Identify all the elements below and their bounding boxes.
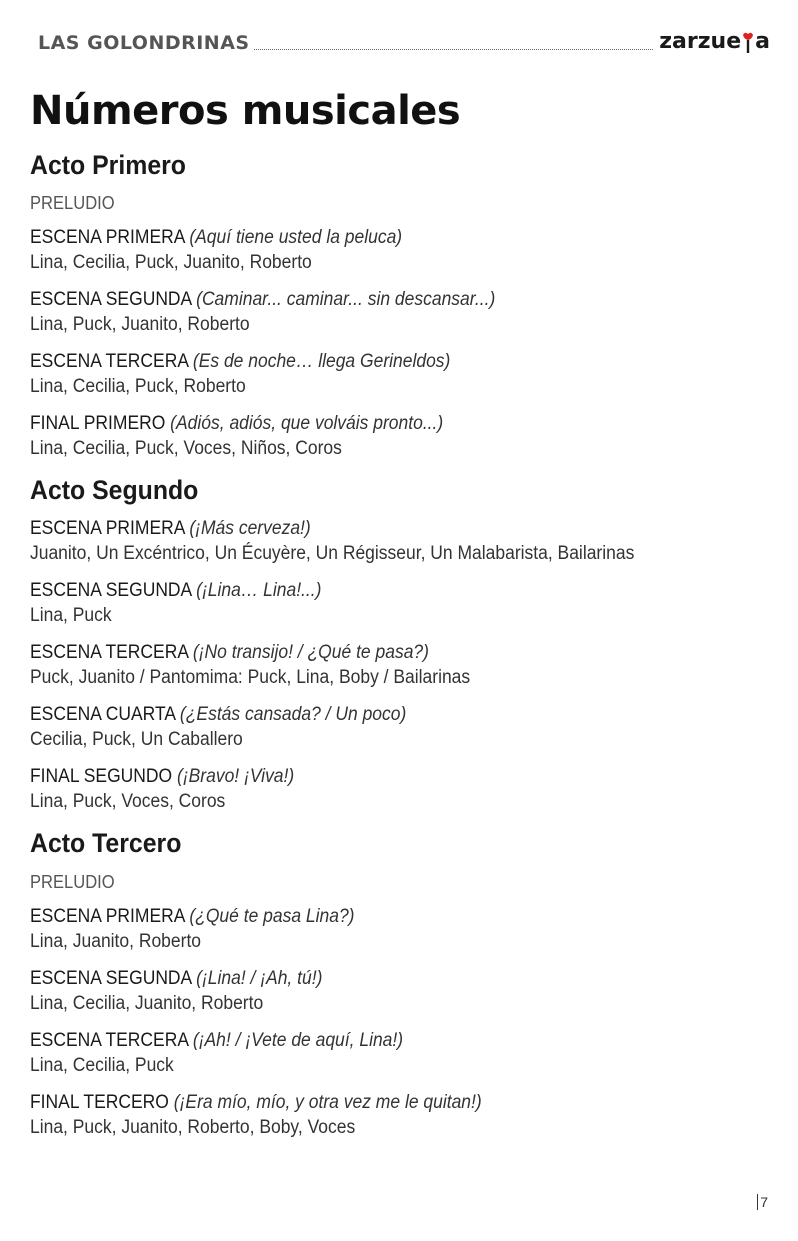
scene-heading <box>30 702 763 727</box>
scene-heading <box>30 578 763 603</box>
scene-quote: (Caminar... caminar... sin descansar...) <box>196 289 496 311</box>
logo-text-right: a <box>755 29 770 54</box>
scene-quote: (¡No transijo! / ¿Qué te pasa?) <box>192 642 429 664</box>
prelude-label: PRELUDIO <box>30 871 115 892</box>
scene-heading <box>30 225 763 250</box>
scene-quote: (Es de noche… llega Gerineldos) <box>192 351 451 373</box>
scene-heading <box>30 287 763 312</box>
scene-cast: Lina, Cecilia, Puck, Juanito, Roberto <box>30 252 312 274</box>
scene-heading <box>30 411 763 436</box>
scene-quote: (Adiós, adiós, que volváis pronto...) <box>170 413 444 435</box>
scene-cast: Lina, Juanito, Roberto <box>30 930 202 952</box>
scene-entry <box>30 516 763 566</box>
scene-quote: (¿Qué te pasa Lina?) <box>189 905 355 927</box>
prelude-label: PRELUDIO <box>30 193 115 214</box>
scene-entry <box>30 1028 763 1078</box>
scene-entry <box>30 904 763 954</box>
scene-name: ESCENA PRIMERA <box>30 518 185 540</box>
scene-entry <box>30 287 763 337</box>
scene-heading <box>30 764 763 789</box>
act-section <box>30 826 768 1139</box>
logo-text-left: zarzue <box>659 29 742 54</box>
scene-name: FINAL SEGUNDO <box>30 766 173 788</box>
scene-quote: (¡Bravo! ¡Viva!) <box>176 766 295 788</box>
act-title: Acto Primero <box>30 150 186 180</box>
scene-quote: (¡Ah! / ¡Vete de aquí, Lina!) <box>192 1029 404 1051</box>
act-title: Acto Tercero <box>30 828 182 859</box>
scene-cast: Lina, Puck, Juanito, Roberto <box>30 314 250 336</box>
scene-quote: (¿Estás cansada? / Un poco) <box>179 704 407 726</box>
act-section <box>30 473 768 814</box>
scene-heading <box>30 1090 763 1115</box>
scene-name: ESCENA SEGUNDA <box>30 967 192 989</box>
main-content <box>30 88 768 1152</box>
scene-name: FINAL PRIMERO <box>30 413 166 435</box>
scene-cast: Lina, Puck, Voces, Coros <box>30 791 226 813</box>
scene-quote: (¡Lina… Lina!...) <box>196 580 322 602</box>
scene-entry <box>30 764 763 814</box>
scene-heading <box>30 516 763 541</box>
scene-name: ESCENA SEGUNDA <box>30 580 192 602</box>
acts-list <box>30 148 768 1140</box>
scene-entry <box>30 225 763 275</box>
scene-cast: Lina, Cecilia, Puck <box>30 1054 174 1076</box>
scene-entry <box>30 640 763 690</box>
scene-cast: Lina, Puck <box>30 605 112 627</box>
scene-heading <box>30 966 763 991</box>
scene-name: ESCENA PRIMERA <box>30 227 185 249</box>
page-number: 7 <box>757 1194 768 1210</box>
scene-entry <box>30 578 763 628</box>
scene-quote: (¡Lina! / ¡Ah, tú!) <box>196 967 323 989</box>
scene-name: ESCENA TERCERA <box>30 1029 189 1051</box>
scene-quote: (Aquí tiene usted la peluca) <box>189 227 403 249</box>
carnation-icon <box>742 31 754 53</box>
dotted-leader <box>254 48 654 50</box>
scene-cast: Juanito, Un Excéntrico, Un Écuyère, Un Régisseur, Un Malabarista, Bailarinas <box>30 543 635 565</box>
scene-quote: (¡Era mío, mío, y otra vez me le quitan!) <box>173 1091 482 1113</box>
scene-quote: (¡Más cerveza!) <box>189 518 311 540</box>
scene-name: ESCENA CUARTA <box>30 704 176 726</box>
page-header <box>38 22 770 62</box>
scene-entry <box>30 702 763 752</box>
scene-entry <box>30 411 763 461</box>
scene-cast: Cecilia, Puck, Un Caballero <box>30 729 243 751</box>
scene-cast: Lina, Cecilia, Puck, Roberto <box>30 376 246 398</box>
act-section <box>30 148 768 461</box>
scene-heading <box>30 1028 763 1053</box>
act-title: Acto Segundo <box>30 475 199 506</box>
scene-entry <box>30 966 763 1016</box>
scene-heading <box>30 349 763 374</box>
scene-heading <box>30 904 763 929</box>
scene-entry <box>30 349 763 399</box>
scene-cast: Lina, Cecilia, Juanito, Roberto <box>30 992 264 1014</box>
scene-name: ESCENA PRIMERA <box>30 905 185 927</box>
scene-cast: Puck, Juanito / Pantomima: Puck, Lina, Boby / Bailarinas <box>30 667 471 689</box>
scene-cast: Lina, Puck, Juanito, Roberto, Boby, Voces <box>30 1116 356 1138</box>
page-title: Números musicales <box>30 88 461 134</box>
scene-heading <box>30 640 763 665</box>
zarzuela-logo <box>659 31 770 62</box>
scene-name: FINAL TERCERO <box>30 1091 169 1113</box>
scene-name: ESCENA SEGUNDA <box>30 289 192 311</box>
header-title: LAS GOLONDRINAS <box>38 32 250 54</box>
scene-name: ESCENA TERCERA <box>30 642 189 664</box>
scene-entry <box>30 1090 763 1140</box>
scene-cast: Lina, Cecilia, Puck, Voces, Niños, Coros <box>30 438 342 460</box>
scene-name: ESCENA TERCERA <box>30 351 189 373</box>
